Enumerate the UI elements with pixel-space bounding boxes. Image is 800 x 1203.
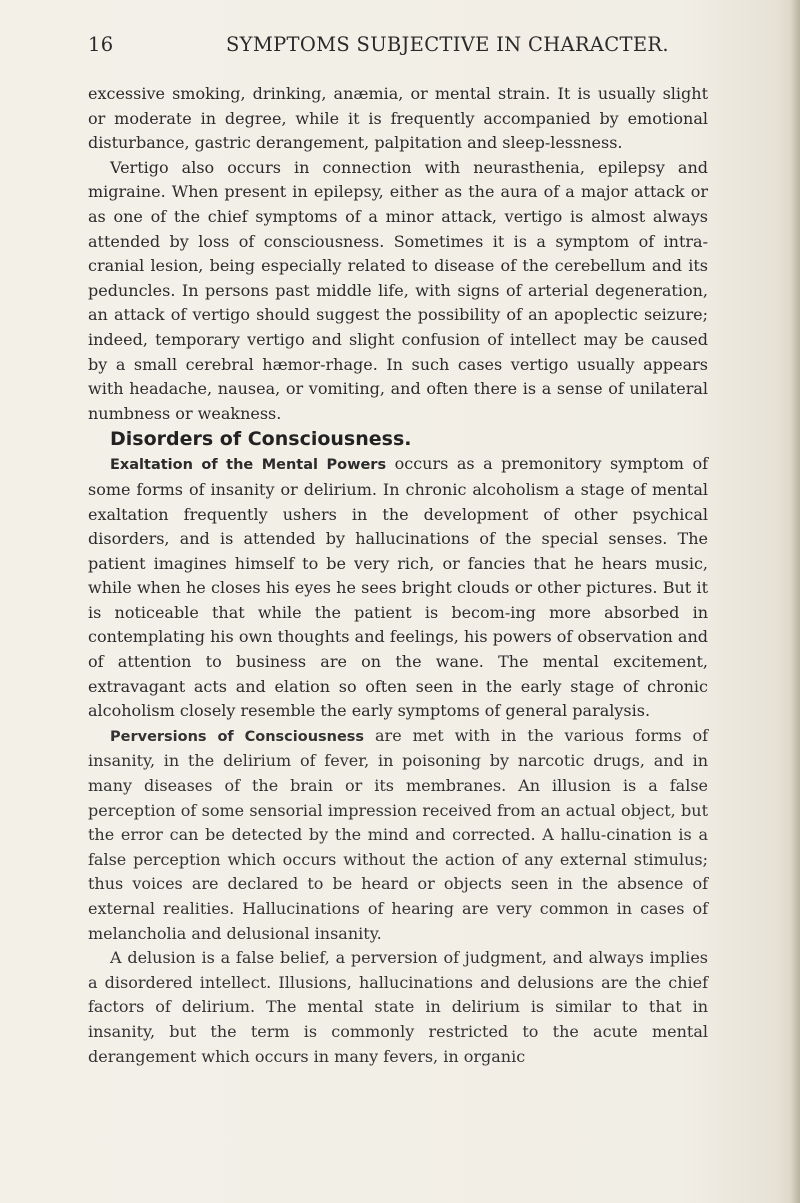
running-title: SYMPTOMS SUBJECTIVE IN CHARACTER. bbox=[226, 33, 669, 56]
paragraph-vertigo: Vertigo also occurs in connection with neurasthenia, epilepsy and migraine. When present in epilepsy, either as the aura of a major attack or as one of the chief symptoms of a minor attack, vertigo is almost always attended by loss of consciousness. Sometimes it is a symptom of intra-cranial lesion, being especially related to disease of the cerebellum and its peduncles. In persons past middle life, with signs of arterial degeneration, an attack of vertigo should suggest the possibility of an apoplectic seizure; indeed, temporary vertigo and slight confusion of intellect may be caused by a small cerebral hæmor-rhage. In such cases vertigo usually appears with headache, nausea, or vomiting, and often there is a sense of unilateral numbness or weakness. bbox=[88, 157, 708, 423]
paragraph-continued: excessive smoking, drinking, anæmia, or mental strain. It is usually slight or moderate in degree, while it is frequently accompanied by emotional disturbance, gastric derangement, palpitation and sleep-lessness. bbox=[88, 84, 708, 153]
section-heading: Disorders of Consciousness. bbox=[110, 428, 412, 451]
page-edge-shadow bbox=[790, 0, 800, 1203]
paragraph-exaltation bbox=[88, 452, 708, 724]
paragraph-delusion: A delusion is a false belief, a perversion of judgment, and always implies a disordered intellect. Illusions, hallucinations and delusions are the chief factors of delirium. The mental state in delirium is similar to that in insanity, but the term is commonly restricted to the acute mental derangement which occurs in many fevers, in organic bbox=[88, 948, 708, 1066]
perversions-text: are met with in the various forms of insanity, in the delirium of fever, in poisoning by narcotic drugs, and in many diseases of the brain or its membranes. An illusion is a false perception of some sensorial impression received from an actual object, but the error can be detected by the mind and corrected. A hallu-cination is a false perception which occurs without the action of any external stimulus; thus voices are declared to be heard or objects seen in the absence of external realities. Hallucinations of hearing are very common in cases of melancholia and delusional insanity. bbox=[88, 725, 709, 943]
exaltation-text: occurs as a premonitory symptom of some forms of insanity or delirium. In chronic alcoholism a stage of mental exaltation frequently ushers in the development of other psychical disorders, and is attended by hallucinations of the special senses. The patient imagines himself to be very rich, or fancies that he hears music, while when he closes his eyes he sees bright clouds or other pictures. But it is noticeable that while the patient is becom-ing more absorbed in contemplating his own thoughts and feelings, his powers of observation and of attention to business are on the wane. The mental excitement, extravagant acts and elation so often seen in the early stage of chronic alcoholism closely resemble the early symptoms of general paralysis. bbox=[88, 454, 708, 721]
exaltation-subheading: Exaltation of the Mental Powers bbox=[110, 457, 387, 474]
page-number: 16 bbox=[88, 33, 114, 56]
paragraph-perversions bbox=[88, 724, 708, 946]
perversions-subheading: Perversions of Consciousness bbox=[110, 728, 365, 745]
page-body bbox=[88, 82, 708, 1069]
